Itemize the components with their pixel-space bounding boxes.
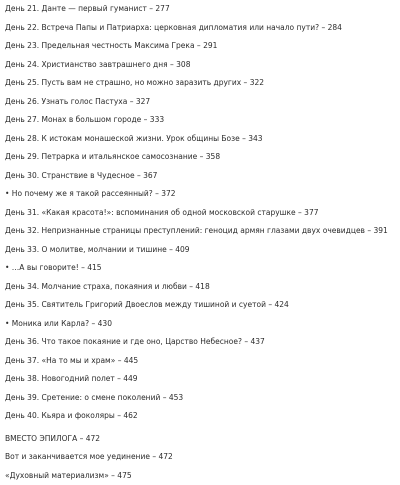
- toc-entry-day-27[interactable]: День 27. Монах в большом городе – 333: [5, 111, 397, 130]
- toc-subentry-dukhovnyy-materializm[interactable]: «Духовный материализм» – 475: [5, 467, 397, 485]
- toc-entry-day-34[interactable]: День 34. Молчание страха, покаяния и любви – 418: [5, 278, 397, 297]
- toc-entry-epilogue[interactable]: ВМЕСТО ЭПИЛОГА – 472: [5, 430, 397, 449]
- toc-entry-day-25[interactable]: День 25. Пусть вам не страшно, но можно заразить других – 322: [5, 74, 397, 93]
- toc-entry-day-36[interactable]: День 36. Что такое покаяние и где оно, Царство Небесное? – 437: [5, 333, 397, 352]
- toc-entry-day-26[interactable]: День 26. Узнать голос Пастуха – 327: [5, 93, 397, 112]
- toc-entry-day-22[interactable]: День 22. Встреча Папы и Патриарха: церковная дипломатия или начало пути? – 284: [5, 19, 397, 38]
- toc-entry-day-33[interactable]: День 33. О молитве, молчании и тишине – 409: [5, 241, 397, 260]
- toc-entry-day-31[interactable]: День 31. «Какая красота!»: вспоминания об одной московской старушке – 377: [5, 204, 397, 223]
- toc-entry-day-28[interactable]: День 28. К истокам монашеской жизни. Урок общины Бозе – 343: [5, 130, 397, 149]
- toc-entry-day-38[interactable]: День 38. Новогодний полет – 449: [5, 370, 397, 389]
- toc-entry-day-35[interactable]: День 35. Святитель Григорий Двоеслов между тишиной и суетой – 424: [5, 296, 397, 315]
- toc-entry-day-29[interactable]: День 29. Петрарка и итальянское самосознание – 358: [5, 148, 397, 167]
- toc-entry-day-21[interactable]: День 21. Данте — первый гуманист – 277: [5, 0, 397, 19]
- toc-subentry-monika-ili-karla[interactable]: • Моника или Карла? – 430: [5, 315, 397, 334]
- toc-subentry-uedinenie[interactable]: Вот и заканчивается мое уединение – 472: [5, 448, 397, 467]
- toc-subentry-a-vy-govorite[interactable]: • …А вы говорите! – 415: [5, 259, 397, 278]
- toc-entry-day-39[interactable]: День 39. Сретение: о смене поколений – 453: [5, 389, 397, 408]
- toc-entry-day-24[interactable]: День 24. Христианство завтрашнего дня – 308: [5, 56, 397, 75]
- toc-entry-day-37[interactable]: День 37. «На то мы и храм» – 445: [5, 352, 397, 371]
- table-of-contents: [5, 0, 397, 485]
- toc-subentry-rasseyannyy[interactable]: • Но почему же я такой рассеянный? – 372: [5, 185, 397, 204]
- toc-entry-day-40[interactable]: День 40. Кьяра и фоколяры – 462: [5, 407, 397, 426]
- toc-entry-day-30[interactable]: День 30. Странствие в Чудесное – 367: [5, 167, 397, 186]
- toc-entry-day-32[interactable]: День 32. Непризнанные страницы преступлений: геноцид армян глазами двух очевидцев – 391: [5, 222, 397, 241]
- toc-entry-day-23[interactable]: День 23. Предельная честность Максима Грека – 291: [5, 37, 397, 56]
